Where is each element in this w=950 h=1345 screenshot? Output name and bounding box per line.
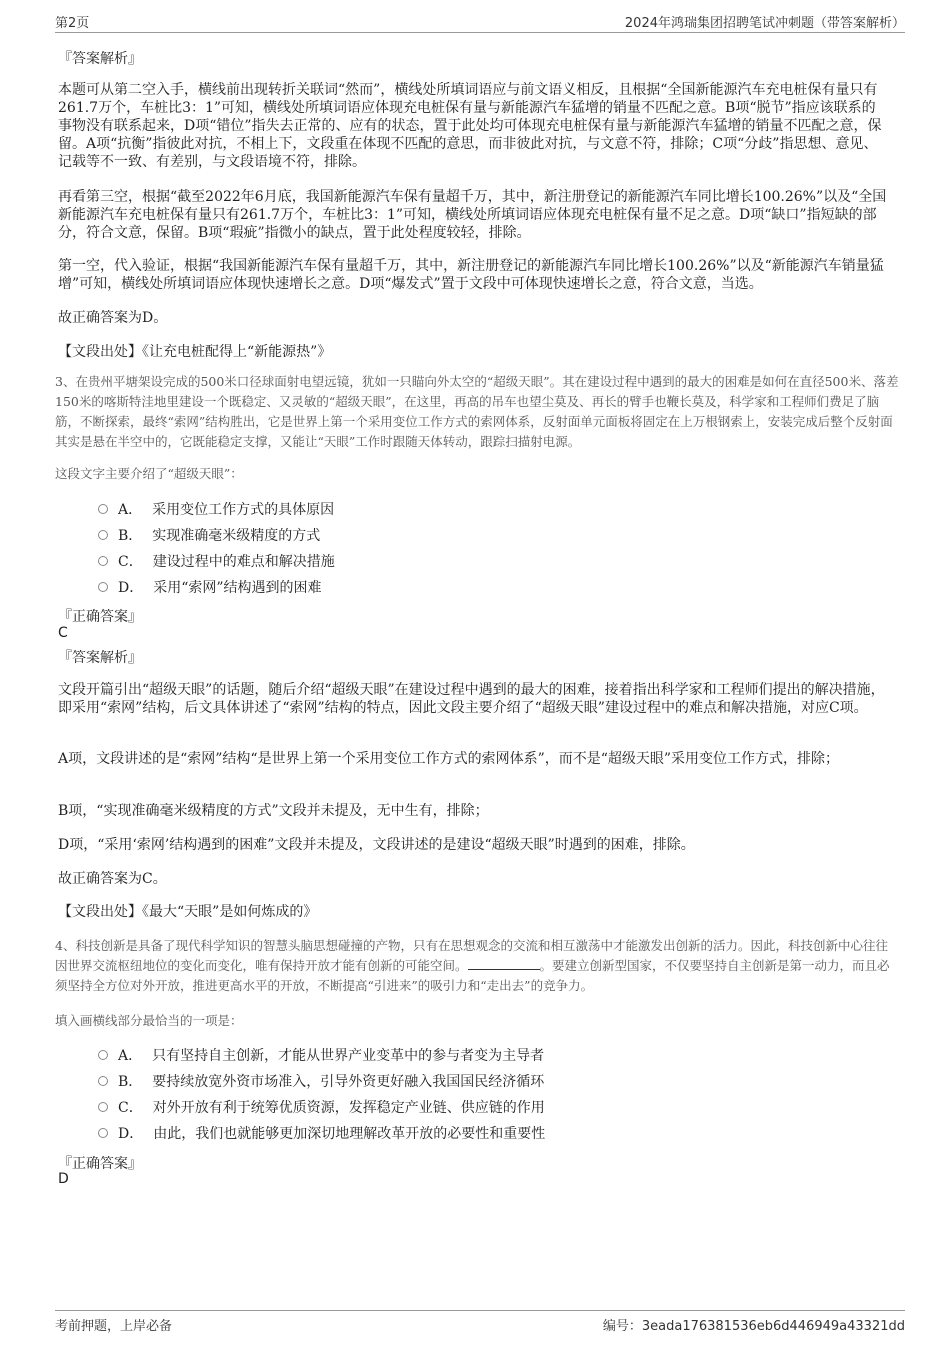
document-title: 2024年鸿瑞集团招聘笔试冲刺题（带答案解析） [624,16,905,31]
source-citation: 【文段出处】《最大“天眼”是如何炼成的》 [58,904,318,920]
explanation-label: 『答案解析』 [58,51,142,67]
page-footer [55,1310,905,1336]
option-c[interactable]: C． 对外开放有利于统筹优质资源，发挥稳定产业链、供应链的作用 [98,1098,545,1118]
correct-answer-label: 『正确答案』 [58,609,142,625]
page-header [55,12,905,33]
document-id: 编号：3eada176381536eb6d446949a43321dd [602,1319,905,1334]
option-d[interactable]: D． 采用“索网”结构遇到的困难 [98,578,322,598]
conclusion-text: 故正确答案为D。 [58,310,168,326]
source-citation: 【文段出处】《让充电桩配得上“新能源热”》 [58,344,332,360]
question-prompt: 填入画横线部分最恰当的一项是： [55,1013,243,1028]
explanation-paragraph: 文段开篇引出“超级天眼”的话题，随后介绍“超级天眼”在建设过程中遇到的最大的困难，接着指出科学家和工程师们提出的解决措施，即采用“索网”结构，后文具体讲述了“索网”结构的特点，因此文段主要介绍了“超级天眼”建设过程中的难点和解决措施，对应C项。 [58,682,885,716]
page-number: 第2页 [55,16,90,31]
explanation-paragraph: 本题可从第二空入手，横线前出现转折关联词“然而”，横线处所填词语应与前文语义相反，且根据“全国新能源汽车充电桩保有量只有261.7万个，车桩比3：1”可知，横线处所填词语应体现充电桩保有量与新能源汽车猛增的销量不匹配之意。B项“脱节”指应该联系的事物没有联系起来，D项“错位”指失去正常的、应有的状态，置于此处均可体现充电桩保有量与新能源汽车猛增的销量不匹配之意，保留。A项“抗衡”指彼此对抗，不相上下，文段重在体现不匹配的意思，而非彼此对抗，与文意不符，排除；C项“分歧”指思想、意见、记载等不一致、有差别，与文段语境不符，排除。 [58,82,882,170]
correct-answer: D [58,1171,69,1187]
option-b[interactable]: B． 要持续放宽外资市场准入，引导外资更好融入我国国民经济循环 [98,1072,544,1092]
option-d[interactable]: D． 由此，我们也就能够更加深切地理解改革开放的必要性和重要性 [98,1124,545,1144]
explanation-paragraph: 第一空，代入验证，根据“我国新能源汽车保有量超千万，其中，新注册登记的新能源汽车同比增长100.26%”以及“新能源汽车销量猛增”可知，横线处所填词语应体现快速增长之意。D项“爆发式”置于文段中可体现快速增长之意，符合文意，当选。 [58,258,884,292]
question-prompt: 这段文字主要介绍了“超级天眼”： [55,466,243,481]
conclusion-text: 故正确答案为C。 [58,871,167,887]
correct-answer: C [58,625,68,641]
question-stem: 3、在贵州平塘架设完成的500米口径球面射电望远镜，犹如一只瞄向外太空的“超级天眼”。其在建设过程中遇到的最大的困难是如何在直径500米、落差150米的喀斯特洼地里建设一个既稳定、又灵敏的“超级天眼”，在这里，再高的吊车也望尘莫及、再长的臂手也鞭长莫及，科学家和工程师们费足了脑筋，不断探索，最终“索网”结构胜出，它是世界上第一个采用变位工作方式的索网体系，反射面单元面板将固定在上万根钢索上，安装完成后整个反射面其实是悬在半空中的，它既能稳定支撑，又能让“天眼”工作时跟随天体转动，跟踪扫描射电源。 [55,374,899,449]
footer-slogan: 考前押题，上岸必备 [55,1319,173,1334]
option-a[interactable]: A． 采用变位工作方式的具体原因 [98,500,334,520]
radio-button-icon[interactable] [98,1128,108,1138]
explanation-label: 『答案解析』 [58,650,142,666]
option-b[interactable]: B． 实现准确毫米级精度的方式 [98,526,320,546]
radio-button-icon[interactable] [98,1076,108,1086]
explanation-paragraph: 再看第三空，根据“截至2022年6月底，我国新能源汽车保有量超千万，其中，新注册登记的新能源汽车同比增长100.26%”以及“全国新能源汽车充电桩保有量只有261.7万个，车桩比3：1”可知，横线处所填词语应体现充电桩保有量不足之意。D项“缺口”指短缺的部分，符合文意，保留。B项“瑕疵”指微小的缺点，置于此处程度较轻，排除。 [58,189,887,241]
radio-button-icon[interactable] [98,1102,108,1112]
explanation-paragraph: B项，“实现准确毫米级精度的方式”文段并未提及，无中生有，排除； [58,803,489,819]
correct-answer-label: 『正确答案』 [58,1156,142,1172]
radio-button-icon[interactable] [98,556,108,566]
option-a[interactable]: A． 只有坚持自主创新，才能从世界产业变革中的参与者变为主导者 [98,1046,544,1066]
radio-button-icon[interactable] [98,504,108,514]
option-c[interactable]: C． 建设过程中的难点和解决措施 [98,552,335,572]
explanation-paragraph: D项，“采用‘索网’结构遇到的困难”文段并未提及，文段讲述的是建设“超级天眼”时遇到的困难，排除。 [58,837,695,853]
radio-button-icon[interactable] [98,1050,108,1060]
fill-in-blank [468,957,540,970]
explanation-paragraph: A项，文段讲述的是“索网”结构“是世界上第一个采用变位工作方式的索网体系”，而不是“超级天眼”采用变位工作方式，排除； [58,751,840,767]
question-stem: 4、科技创新是具备了现代科学知识的智慧头脑思想碰撞的产物，只有在思想观念的交流和相互激荡中才能激发出创新的活力。因此，科技创新中心往往因世界交流枢纽地位的变化而变化，唯有保持开放才能有创新的可能空间。 。要建立创新型国家，不仅要坚持自主创新是第一动力，而且必须坚持全方位对外开放，推进更高水平的开放，不断提高“引进来”的吸引力和“走出去”的竞争力。 [55,938,890,993]
radio-button-icon[interactable] [98,582,108,592]
radio-button-icon[interactable] [98,530,108,540]
